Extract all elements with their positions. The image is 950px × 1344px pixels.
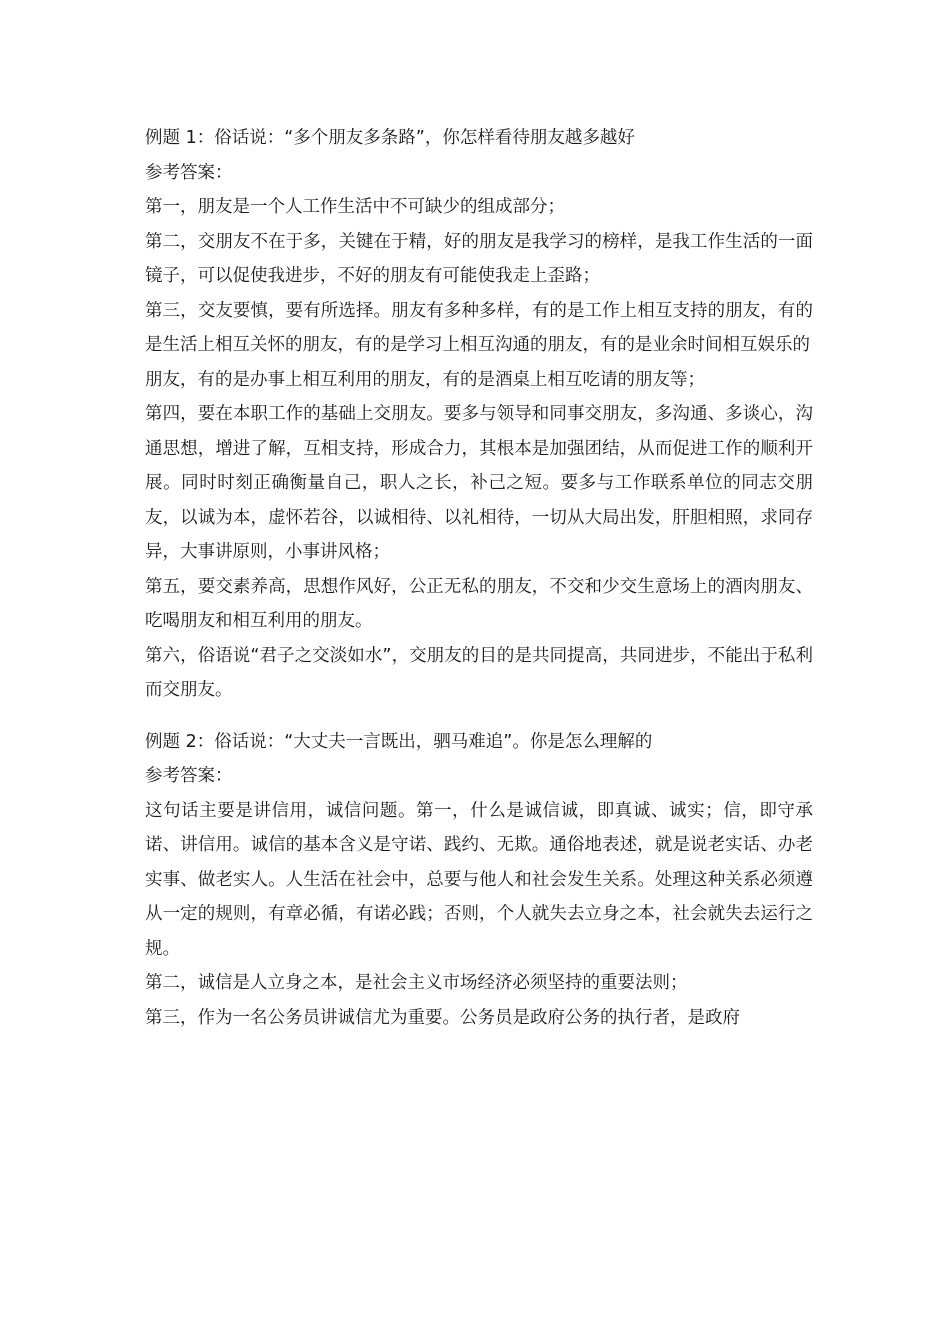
example-2-answer-label: 参考答案：: [145, 766, 233, 786]
example-2-paragraph: 第二，诚信是人立身之本，是社会主义市场经济必须坚持的重要法则；: [145, 973, 688, 993]
example-1-answer-label: 参考答案：: [145, 162, 233, 183]
example-1-paragraph: 第六，俗语说“君子之交淡如水”，交朋友的目的是共同提高，共同进步，不能出于私利而交朋友。: [145, 645, 813, 700]
document-body: [145, 121, 813, 1035]
example-1-paragraph: 第二，交朋友不在于多，关键在于精，好的朋友是我学习的榜样，是我工作生活的一面镜子，可以促使我进步，不好的朋友有可能使我走上歪路；: [145, 231, 813, 286]
example-1-title: 例题 1：俗话说：“多个朋友多条路”，你怎样看待朋友越多越好: [145, 128, 635, 148]
example-2-title: 例题 2：俗话说：“大丈夫一言既出，驷马难追”。你是怎么理解的: [145, 731, 653, 752]
example-1-paragraph: 第四，要在本职工作的基础上交朋友。要多与领导和同事交朋友，多沟通、多谈心，沟通思想，增进了解，互相支持，形成合力，其根本是加强团结，从而促进工作的顺利开展。同时时刻正确衡量自己，职人之长，补己之短。要多与工作联系单位的同志交朋友，以诚为本，虚怀若谷，以诚相待、以礼相待，一切从大局出发，肝胆相照，求同存异，大事讲原则，小事讲风格；: [145, 404, 813, 562]
example-1-paragraph: 朋友，有的是办事上相互利用的朋友，有的是酒桌上相互吃请的朋友等；: [145, 369, 705, 390]
section-gap: [145, 708, 813, 725]
example-1-paragraph: 第五，要交素养高，思想作风好，公正无私的朋友，不交和少交生意场上的酒肉朋友、吃喝朋友和相互利用的朋友。: [145, 576, 813, 631]
example-2-paragraph: 这句话主要是讲信用，诚信问题。第一，什么是诚信诚，即真诚、诚实；信，即守承诺、讲信用。诚信的基本含义是守诺、践约、无欺。通俗地表述，就是说老实话、办老实事、做老实人。人生活在社会中，总要与他人和社会发生关系。处理这种关系必须遵从一定的规则，有章必循，有诺必践；否则，个人就失去立身之本，社会就失去运行之规。: [145, 800, 813, 959]
example-1-paragraph: 第三，交友要慎，要有所选择。朋友有多种多样，有的是工作上相互支持的朋友，有的是生活上相互关怀的朋友，有的是学习上相互沟通的朋友，有的是业余时间相互娱乐的: [145, 300, 813, 355]
example-1-paragraph: 第一，朋友是一个人工作生活中不可缺少的组成部分；: [145, 197, 565, 217]
example-2-paragraph: 第三，作为一名公务员讲诚信尤为重要。公务员是政府公务的执行者，是政府: [145, 1007, 740, 1028]
